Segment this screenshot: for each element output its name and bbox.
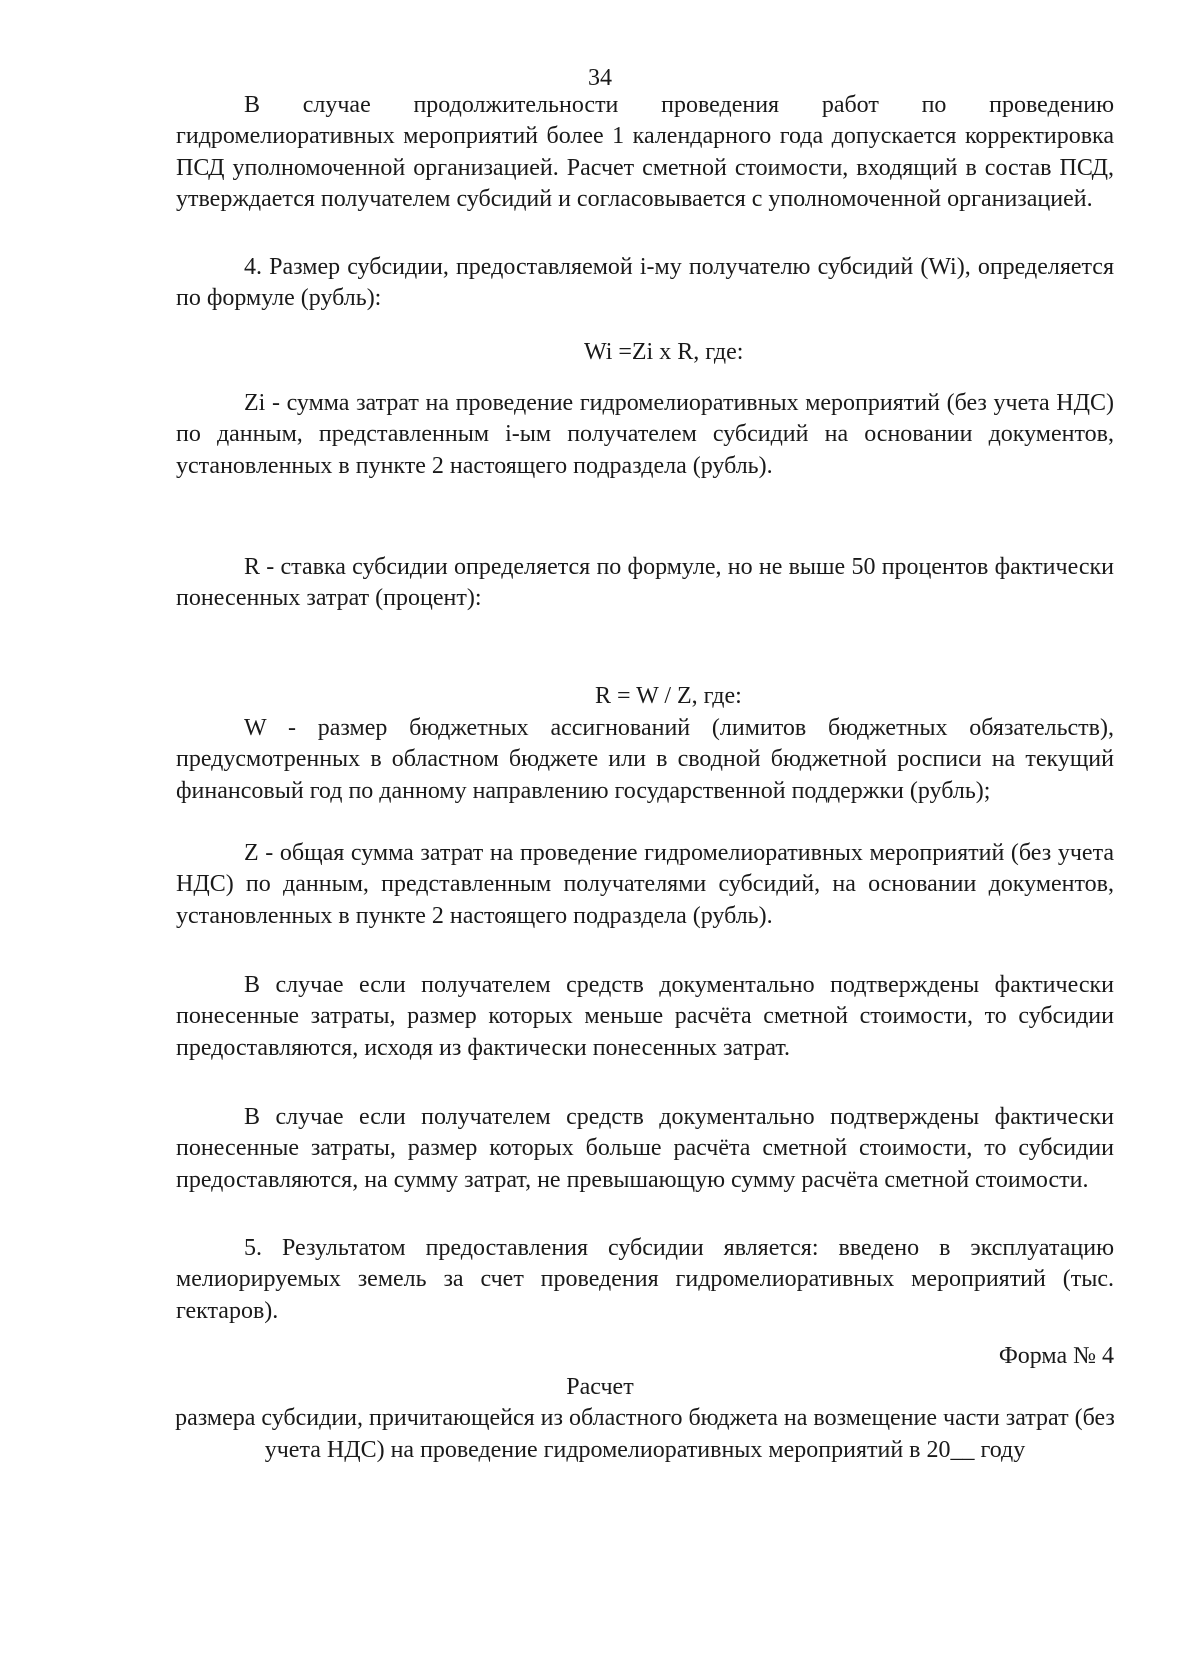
paragraph-zi-definition: Zi - сумма затрат на проведение гидромелиоративных мероприятий (без учета НДС) по данным, представленным i-ым получателем субсидий на основании документов, установленных в пункте 2 настоящего подраздела (рубль). [176, 390, 1114, 479]
formula-r: R = W / Z, где: [595, 683, 742, 709]
paragraph-subsidy-size: 4. Размер субсидии, предоставляемой i-му получателю субсидий (Wi), определяется по формуле (рубль): [176, 254, 1114, 312]
formula-wi: Wi =Zi x R, где: [584, 339, 744, 365]
paragraph-psd-correction: В случае продолжительности проведения работ по проведению гидромелиоративных мероприятий более 1 календарного года допускается корректировка ПСД уполномоченной организацией. Расчет сметной стоимости, входящий в состав ПСД, утверждается получателем субсидий и согласовывается с уполномоченной организацией. [176, 92, 1114, 213]
form-number-label: Форма № 4 [998, 1343, 1114, 1369]
paragraph-z-definition: Z - общая сумма затрат на проведение гидромелиоративных мероприятий (без учета НДС) по данным, представленным получателями субсидий, на основании документов, установленных в пункте 2 настоящего подраздела (рубль). [176, 840, 1114, 929]
page-number: 34 [588, 65, 612, 91]
paragraph-costs-more: В случае если получателем средств документально подтверждены фактически понесенные затраты, размер которых больше расчёта сметной стоимости, то субсидии предоставляются, на сумму затрат, не превышающую сумму расчёта сметной стоимости. [176, 1104, 1114, 1193]
paragraph-w-definition: W - размер бюджетных ассигнований (лимитов бюджетных обязательств), предусмотренных в областном бюджете или в сводной бюджетной росписи на текущий финансовый год по данному направлению государственной поддержки (рубль); [176, 715, 1114, 804]
calculation-subtitle: размера субсидии, причитающейся из областного бюджета на возмещение части затрат (без учета НДС) на проведение гидромелиоративных мероприятий в 20__ году [175, 1405, 1115, 1463]
paragraph-subsidy-result: 5. Результатом предоставления субсидии является: введено в эксплуатацию мелиорируемых земель за счет проведения гидромелиоративных мероприятий (тыс. гектаров). [176, 1235, 1114, 1324]
calculation-title: Расчет [566, 1374, 634, 1400]
paragraph-r-definition: R - ставка субсидии определяется по формуле, но не выше 50 процентов фактически понесенных затрат (процент): [176, 554, 1114, 612]
paragraph-costs-less: В случае если получателем средств документально подтверждены фактически понесенные затраты, размер которых меньше расчёта сметной стоимости, то субсидии предоставляются, исходя из фактически понесенных затрат. [176, 972, 1114, 1061]
